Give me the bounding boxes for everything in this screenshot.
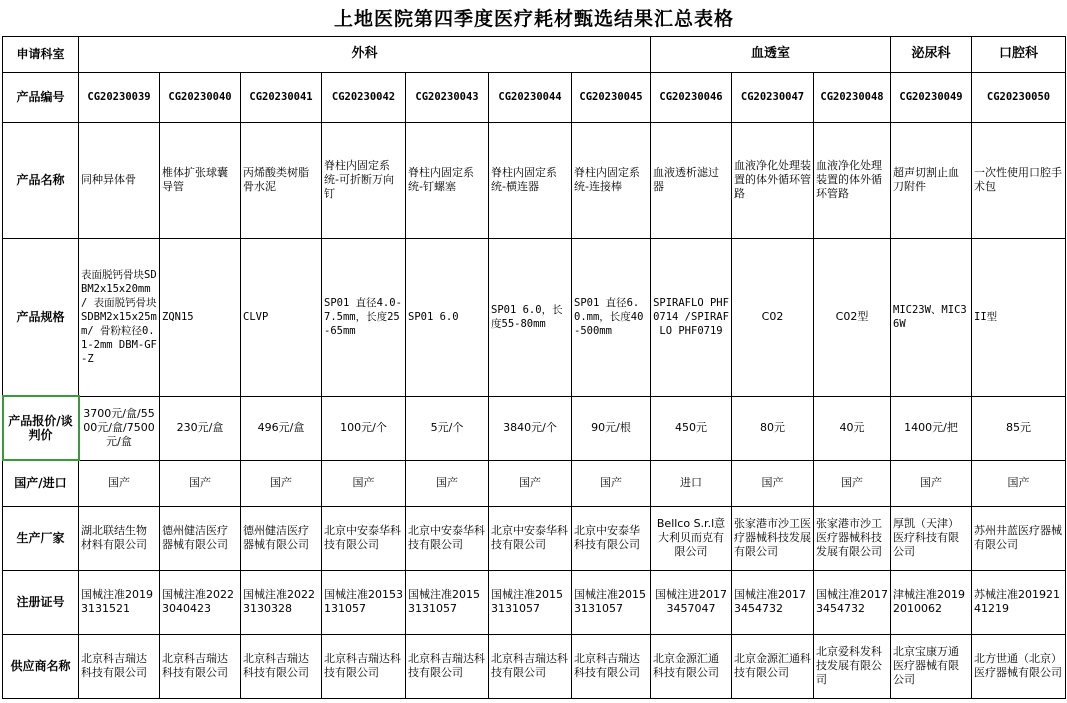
cell-price-CG20230046[interactable]: 450元 bbox=[651, 396, 732, 460]
cell-code-CG20230040[interactable]: CG20230040 bbox=[160, 72, 241, 122]
results-table bbox=[2, 2, 1066, 699]
cell-spec-CG20230040[interactable]: ZQN15 bbox=[160, 238, 241, 396]
cell-reg-CG20230045[interactable]: 国械注准20153131057 bbox=[572, 570, 651, 634]
cell-supplier-CG20230048[interactable]: 北京爱科发科技发展有限公司 bbox=[814, 634, 891, 698]
cell-code-CG20230043[interactable]: CG20230043 bbox=[406, 72, 489, 122]
cell-origin-CG20230041[interactable]: 国产 bbox=[241, 460, 322, 506]
cell-supplier-CG20230041[interactable]: 北京科吉瑞达科技有限公司 bbox=[241, 634, 322, 698]
dept-label: 申请科室 bbox=[3, 36, 79, 72]
cell-reg-CG20230049[interactable]: 津械注准20192010062 bbox=[891, 570, 972, 634]
cell-spec-CG20230041[interactable]: CLVP bbox=[241, 238, 322, 396]
cell-maker-CG20230046[interactable]: Bellco S.r.l意大利贝而克有限公司 bbox=[651, 506, 732, 570]
cell-supplier-CG20230039[interactable]: 北京科吉瑞达科技有限公司 bbox=[79, 634, 160, 698]
cell-spec-CG20230047[interactable]: C02 bbox=[732, 238, 814, 396]
dept-urology[interactable]: 泌尿科 bbox=[891, 36, 972, 72]
cell-reg-CG20230042[interactable]: 国械注准20153131057 bbox=[322, 570, 406, 634]
cell-maker-CG20230045[interactable]: 北京中安泰华科技有限公司 bbox=[572, 506, 651, 570]
cell-supplier-CG20230043[interactable]: 北京科吉瑞达科技有限公司 bbox=[406, 634, 489, 698]
cell-supplier-CG20230042[interactable]: 北京科吉瑞达科技有限公司 bbox=[322, 634, 406, 698]
cell-origin-CG20230043[interactable]: 国产 bbox=[406, 460, 489, 506]
cell-name-CG20230047[interactable]: 血液净化处理装置的体外循环管路 bbox=[732, 122, 814, 238]
cell-reg-CG20230047[interactable]: 国械注准20173454732 bbox=[732, 570, 814, 634]
cell-price-CG20230042[interactable]: 100元/个 bbox=[322, 396, 406, 460]
row-label-spec: 产品规格 bbox=[3, 238, 79, 396]
cell-price-CG20230044[interactable]: 3840元/个 bbox=[489, 396, 572, 460]
row-supplier bbox=[3, 634, 1066, 698]
cell-origin-CG20230040[interactable]: 国产 bbox=[160, 460, 241, 506]
cell-supplier-CG20230047[interactable]: 北京金源汇通科技有限公司 bbox=[732, 634, 814, 698]
dept-stomatology[interactable]: 口腔科 bbox=[972, 36, 1066, 72]
cell-spec-CG20230046[interactable]: SPIRAFLO PHF0714 /SPIRAFLO PHF0719 bbox=[651, 238, 732, 396]
cell-maker-CG20230049[interactable]: 厚凯（天津）医疗科技有限公司 bbox=[891, 506, 972, 570]
cell-supplier-CG20230040[interactable]: 北京科吉瑞达科技有限公司 bbox=[160, 634, 241, 698]
cell-price-CG20230045[interactable]: 90元/根 bbox=[572, 396, 651, 460]
cell-code-CG20230049[interactable]: CG20230049 bbox=[891, 72, 972, 122]
row-label-reg: 注册证号 bbox=[3, 570, 79, 634]
cell-spec-CG20230042[interactable]: SP01 直径4.0-7.5mm，长度25-65mm bbox=[322, 238, 406, 396]
cell-maker-CG20230050[interactable]: 苏州井蓝医疗器械有限公司 bbox=[972, 506, 1066, 570]
page-title: 上地医院第四季度医疗耗材甄选结果汇总表格 bbox=[3, 2, 1066, 36]
cell-origin-CG20230048[interactable]: 国产 bbox=[814, 460, 891, 506]
cell-code-CG20230050[interactable]: CG20230050 bbox=[972, 72, 1066, 122]
cell-maker-CG20230044[interactable]: 北京中安泰华科技有限公司 bbox=[489, 506, 572, 570]
cell-reg-CG20230046[interactable]: 国械注进20173457047 bbox=[651, 570, 732, 634]
row-label-code: 产品编号 bbox=[3, 72, 79, 122]
cell-origin-CG20230047[interactable]: 国产 bbox=[732, 460, 814, 506]
row-label-name: 产品名称 bbox=[3, 122, 79, 238]
cell-price-CG20230048[interactable]: 40元 bbox=[814, 396, 891, 460]
row-label-price: 产品报价/谈判价 bbox=[3, 396, 79, 460]
cell-code-CG20230039[interactable]: CG20230039 bbox=[79, 72, 160, 122]
cell-price-CG20230039[interactable]: 3700元/盒/5500元/盒/7500元/盒 bbox=[79, 396, 160, 460]
cell-name-CG20230050[interactable]: 一次性使用口腔手术包 bbox=[972, 122, 1066, 238]
cell-reg-CG20230040[interactable]: 国械注准20223040423 bbox=[160, 570, 241, 634]
cell-price-CG20230047[interactable]: 80元 bbox=[732, 396, 814, 460]
cell-name-CG20230044[interactable]: 脊柱内固定系统-横连器 bbox=[489, 122, 572, 238]
cell-supplier-CG20230046[interactable]: 北京金源汇通科技有限公司 bbox=[651, 634, 732, 698]
cell-spec-CG20230045[interactable]: SP01 直径6.0.mm，长度40-500mm bbox=[572, 238, 651, 396]
row-label-supplier: 供应商名称 bbox=[3, 634, 79, 698]
cell-maker-CG20230040[interactable]: 德州健洁医疗器械有限公司 bbox=[160, 506, 241, 570]
cell-maker-CG20230041[interactable]: 德州健洁医疗器械有限公司 bbox=[241, 506, 322, 570]
cell-maker-CG20230043[interactable]: 北京中安泰华科技有限公司 bbox=[406, 506, 489, 570]
cell-code-CG20230048[interactable]: CG20230048 bbox=[814, 72, 891, 122]
department-row bbox=[3, 36, 1066, 72]
cell-origin-CG20230045[interactable]: 国产 bbox=[572, 460, 651, 506]
row-spec bbox=[3, 238, 1066, 396]
cell-maker-CG20230048[interactable]: 张家港市沙工医疗器械科技发展有限公司 bbox=[814, 506, 891, 570]
row-maker bbox=[3, 506, 1066, 570]
cell-origin-CG20230044[interactable]: 国产 bbox=[489, 460, 572, 506]
cell-maker-CG20230047[interactable]: 张家港市沙工医疗器械科技发展有限公司 bbox=[732, 506, 814, 570]
row-reg bbox=[3, 570, 1066, 634]
cell-code-CG20230042[interactable]: CG20230042 bbox=[322, 72, 406, 122]
cell-name-CG20230045[interactable]: 脊柱内固定系统-连接棒 bbox=[572, 122, 651, 238]
cell-spec-CG20230039[interactable]: 表面脱钙骨块SDBM2x15x20mm / 表面脱钙骨块SDBM2x15x25mm/ 骨粉粒径0.1-2mm DBM-GF-Z bbox=[79, 238, 160, 396]
cell-reg-CG20230050[interactable]: 苏械注准20192141219 bbox=[972, 570, 1066, 634]
cell-spec-CG20230048[interactable]: C02型 bbox=[814, 238, 891, 396]
cell-price-CG20230041[interactable]: 496元/盒 bbox=[241, 396, 322, 460]
row-label-maker: 生产厂家 bbox=[3, 506, 79, 570]
cell-spec-CG20230044[interactable]: SP01 6.0，长度55-80mm bbox=[489, 238, 572, 396]
cell-name-CG20230048[interactable]: 血液净化处理装置的体外循环管路 bbox=[814, 122, 891, 238]
cell-spec-CG20230050[interactable]: II型 bbox=[972, 238, 1066, 396]
cell-name-CG20230041[interactable]: 丙烯酸类树脂骨水泥 bbox=[241, 122, 322, 238]
cell-supplier-CG20230044[interactable]: 北京科吉瑞达科技有限公司 bbox=[489, 634, 572, 698]
dept-surgery[interactable]: 外科 bbox=[79, 36, 651, 72]
cell-reg-CG20230043[interactable]: 国械注准20153131057 bbox=[406, 570, 489, 634]
cell-spec-CG20230049[interactable]: MIC23W、MIC36W bbox=[891, 238, 972, 396]
cell-reg-CG20230041[interactable]: 国械注准20223130328 bbox=[241, 570, 322, 634]
cell-supplier-CG20230045[interactable]: 北京科吉瑞达科技有限公司 bbox=[572, 634, 651, 698]
cell-code-CG20230046[interactable]: CG20230046 bbox=[651, 72, 732, 122]
cell-price-CG20230050[interactable]: 85元 bbox=[972, 396, 1066, 460]
cell-origin-CG20230042[interactable]: 国产 bbox=[322, 460, 406, 506]
cell-origin-CG20230049[interactable]: 国产 bbox=[891, 460, 972, 506]
cell-name-CG20230049[interactable]: 超声切割止血刀附件 bbox=[891, 122, 972, 238]
row-origin bbox=[3, 460, 1066, 506]
row-code bbox=[3, 72, 1066, 122]
cell-reg-CG20230039[interactable]: 国械注准20193131521 bbox=[79, 570, 160, 634]
cell-maker-CG20230039[interactable]: 湖北联结生物材料有限公司 bbox=[79, 506, 160, 570]
cell-code-CG20230047[interactable]: CG20230047 bbox=[732, 72, 814, 122]
dept-dialysis[interactable]: 血透室 bbox=[651, 36, 891, 72]
cell-origin-CG20230046[interactable]: 进口 bbox=[651, 460, 732, 506]
cell-price-CG20230043[interactable]: 5元/个 bbox=[406, 396, 489, 460]
cell-price-CG20230040[interactable]: 230元/盒 bbox=[160, 396, 241, 460]
cell-name-CG20230040[interactable]: 椎体扩张球囊导管 bbox=[160, 122, 241, 238]
cell-supplier-CG20230050[interactable]: 北方世通（北京）医疗器械有限公司 bbox=[972, 634, 1066, 698]
cell-code-CG20230041[interactable]: CG20230041 bbox=[241, 72, 322, 122]
cell-supplier-CG20230049[interactable]: 北京宝康万通医疗器械有限公司 bbox=[891, 634, 972, 698]
row-label-origin: 国产/进口 bbox=[3, 460, 79, 506]
cell-reg-CG20230048[interactable]: 国械注准20173454732 bbox=[814, 570, 891, 634]
cell-spec-CG20230043[interactable]: SP01 6.0 bbox=[406, 238, 489, 396]
cell-name-CG20230043[interactable]: 脊柱内固定系统-钉螺塞 bbox=[406, 122, 489, 238]
cell-origin-CG20230050[interactable]: 国产 bbox=[972, 460, 1066, 506]
row-price bbox=[3, 396, 1066, 460]
cell-name-CG20230042[interactable]: 脊柱内固定系统-可折断万向钉 bbox=[322, 122, 406, 238]
cell-price-CG20230049[interactable]: 1400元/把 bbox=[891, 396, 972, 460]
row-name bbox=[3, 122, 1066, 238]
cell-name-CG20230039[interactable]: 同种异体骨 bbox=[79, 122, 160, 238]
cell-reg-CG20230044[interactable]: 国械注准20153131057 bbox=[489, 570, 572, 634]
cell-code-CG20230045[interactable]: CG20230045 bbox=[572, 72, 651, 122]
cell-code-CG20230044[interactable]: CG20230044 bbox=[489, 72, 572, 122]
cell-name-CG20230046[interactable]: 血液透析滤过器 bbox=[651, 122, 732, 238]
cell-origin-CG20230039[interactable]: 国产 bbox=[79, 460, 160, 506]
cell-maker-CG20230042[interactable]: 北京中安泰华科技有限公司 bbox=[322, 506, 406, 570]
